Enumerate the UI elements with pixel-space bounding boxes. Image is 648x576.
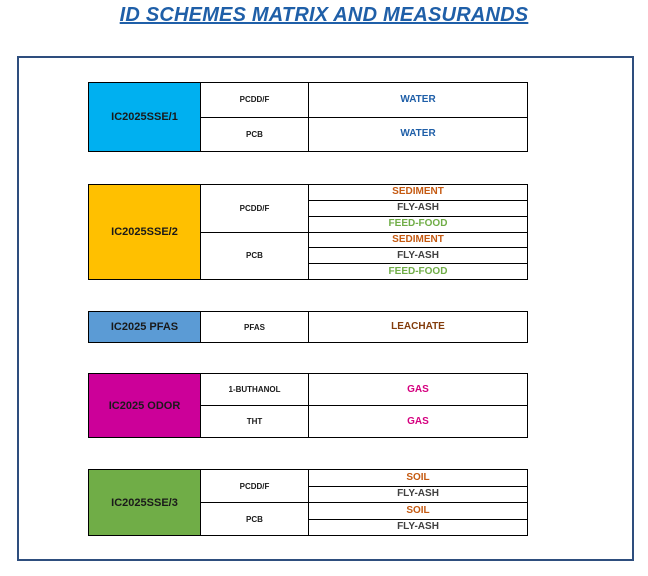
matrix-list <box>309 406 527 437</box>
scheme-block <box>88 311 528 343</box>
measurand-group <box>201 312 527 342</box>
measurand-group <box>201 233 527 280</box>
measurand-label: THT <box>201 406 309 437</box>
measurand-group <box>201 185 527 233</box>
matrix-list <box>309 83 527 117</box>
matrix-list <box>309 233 527 280</box>
scheme-id: IC2025 ODOR <box>89 374 201 437</box>
measurand-groups <box>201 83 527 151</box>
measurand-label: PCDD/F <box>201 83 309 117</box>
matrix-list <box>309 503 527 535</box>
matrix-cell: FLY-ASH <box>397 521 439 533</box>
measurand-group <box>201 406 527 437</box>
measurand-group <box>201 83 527 118</box>
matrix-cell: FEED-FOOD <box>388 265 448 277</box>
scheme-id: IC2025SSE/2 <box>89 185 201 279</box>
measurand-groups <box>201 470 527 535</box>
measurand-label: PFAS <box>201 312 309 342</box>
measurand-label: PCDD/F <box>201 470 309 502</box>
matrix-cell: SEDIMENT <box>309 233 527 249</box>
measurand-groups <box>201 185 527 279</box>
matrix-cell: WATER <box>400 128 436 140</box>
scheme-block <box>88 469 528 536</box>
matrix-cell: FLY-ASH <box>397 488 439 500</box>
measurand-label: PCB <box>201 503 309 535</box>
matrix-cell: FEED-FOOD <box>388 218 448 230</box>
matrix-list <box>309 118 527 152</box>
measurand-group <box>201 503 527 535</box>
measurand-label: PCB <box>201 118 309 152</box>
matrix-cell: WATER <box>400 93 436 105</box>
measurand-label: 1-BUTHANOL <box>201 374 309 405</box>
matrix-cell: SOIL <box>309 503 527 520</box>
matrix-cell: GAS <box>407 415 429 427</box>
measurand-group <box>201 470 527 503</box>
matrix-cell: SEDIMENT <box>309 185 527 201</box>
measurand-group <box>201 118 527 152</box>
measurand-groups <box>201 374 527 437</box>
matrix-list <box>309 374 527 405</box>
matrix-cell: FLY-ASH <box>309 201 527 217</box>
scheme-id: IC2025SSE/1 <box>89 83 201 151</box>
matrix-cell: GAS <box>407 383 429 395</box>
measurand-label: PCDD/F <box>201 185 309 232</box>
matrix-cell: FLY-ASH <box>309 248 527 264</box>
scheme-block <box>88 82 528 152</box>
matrix-list <box>309 185 527 232</box>
scheme-id: IC2025 PFAS <box>89 312 201 342</box>
page-title: ID SCHEMES MATRIX AND MEASURANDS <box>119 4 529 26</box>
matrix-list <box>309 470 527 502</box>
scheme-block <box>88 373 528 438</box>
scheme-block <box>88 184 528 280</box>
matrix-list <box>309 312 527 342</box>
scheme-id: IC2025SSE/3 <box>89 470 201 535</box>
matrix-cell: LEACHATE <box>391 321 445 332</box>
measurand-label: PCB <box>201 233 309 280</box>
measurand-group <box>201 374 527 406</box>
matrix-cell: SOIL <box>309 470 527 487</box>
measurand-groups <box>201 312 527 342</box>
